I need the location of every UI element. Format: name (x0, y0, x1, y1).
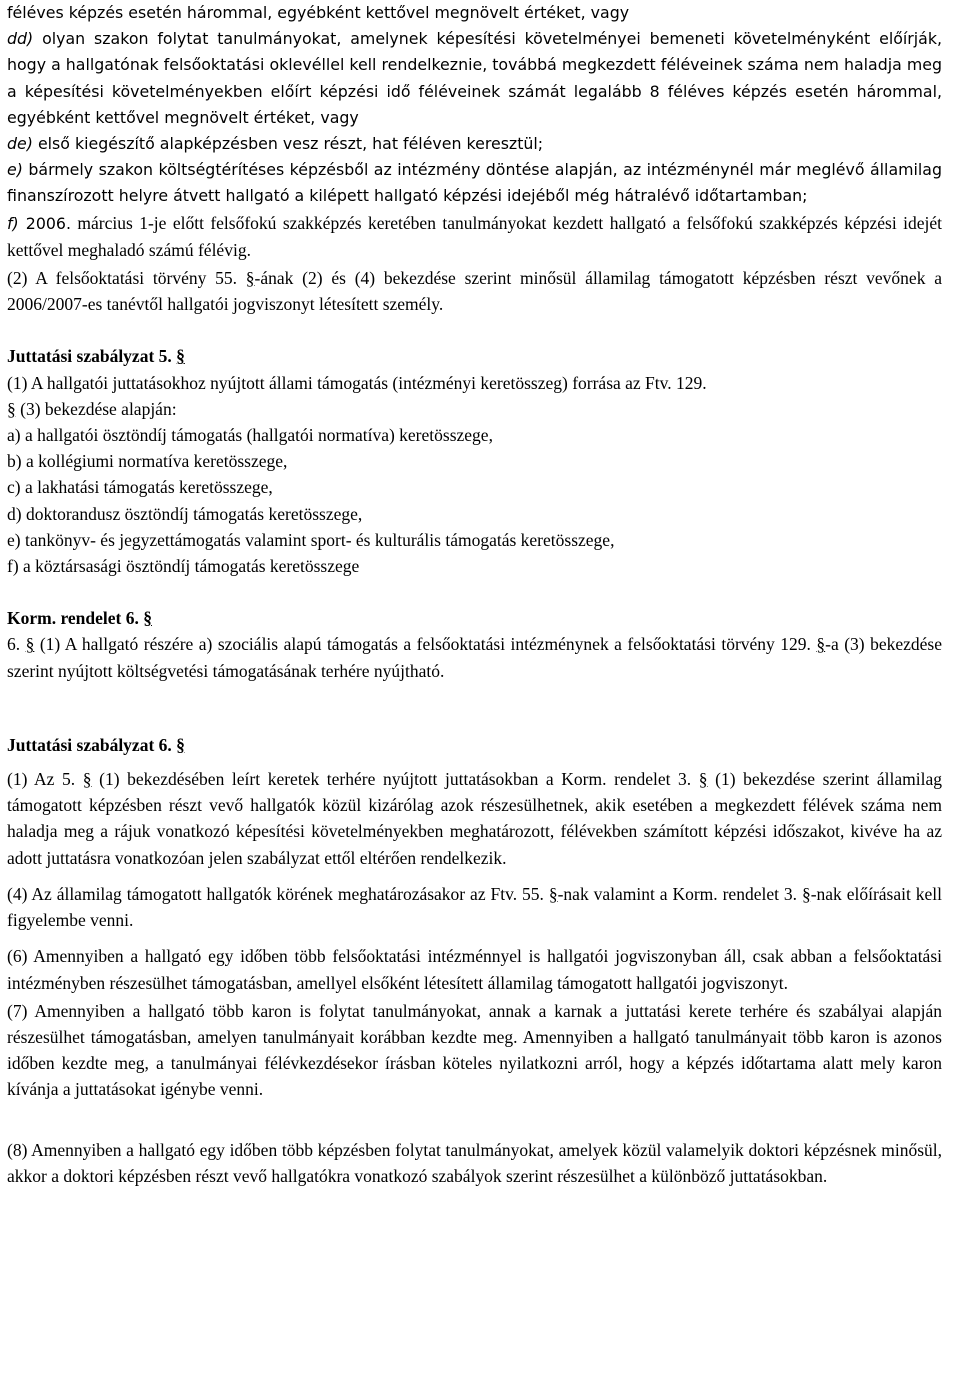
section-sign: § (143, 608, 152, 629)
text: (2) A felsőoktatási törvény 55. (7, 268, 238, 289)
text: (3) bekezdése alapján: (15, 398, 177, 419)
paragraph-6-7: (7) Amennyiben a hallgató több karon is folytat tanulmányokat, annak a karnak a juttatási kerete terhére és szabályai alapján részesülhet támogatásban, amelyen tanulmányait korábban kezdte meg. Amennyiben a hallgató tanulmányait több karon is azonos időben kezdte meg, a tanulmányai félévkezdésekor írásban köteles nyilatkozni arról, hogy a képzés időtartama alatt mely karon kívánja a juttatásokat igénybe venni. (7, 1000, 942, 1100)
paragraph-2 (7, 265, 942, 317)
text: (4) Az államilag támogatott hallgatók körének meghatározásakor az Ftv. 55. (7, 883, 544, 904)
section-sign: § (245, 268, 255, 289)
text: -nak valamint a Korm. rendelet 3. (557, 883, 797, 904)
item-text: olyan szakon folytat tanulmányokat, amelynek képesítési követelményei bemeneti követelményként előírják, hogy a hallgatónak felsőoktatási oklevéllel kell rendelkeznie, továbbá megkezdett féléveinek száma nem haladja meg a képesítési követelményekben előírt képzési idő féléveinek számát legalább 8 féléves képzés esetén hárommal, egyébként kettővel megnövelt értéket, vagy (7, 29, 942, 127)
heading-juttatasi-6 (7, 732, 942, 758)
paragraph-de (7, 131, 942, 157)
list-item: f) a köztársasági ösztöndíj támogatás keretösszege (7, 556, 360, 577)
list-item: c) a lakhatási támogatás keretösszege, (7, 477, 273, 498)
section-sign: § (176, 734, 185, 755)
paragraph-6-1 (7, 766, 942, 871)
paragraph-dd (7, 26, 942, 131)
paragraph-e (7, 157, 942, 209)
item-label: e) (7, 160, 23, 180)
section-sign: § (25, 634, 35, 655)
text: (1) bekezdésében leírt keretek terhére nyújtott juttatásokban a Korm. rendelet 3. (91, 769, 692, 790)
text: (1) Az 5. (7, 769, 76, 790)
paragraph-5-1 (7, 370, 942, 422)
section-sign: § (801, 883, 811, 904)
text: (1) bekezdése szerint államilag támogatott képzésben részt vevő hallgatók közül kizárólag azok részesülhetnek, akik esetében a megkezdett félévek száma nem haladja meg a rájuk vonatkozó képesítési követelményekben meghatározott, félévekben számított képzési időszakot, kivéve ha az adott juttatásra vonatkozóan jelen szabályzat ettől eltérően rendelkezik. (7, 769, 943, 868)
list-item: e) tankönyv- és jegyzettámogatás valamint sport- és kulturális támogatás keretösszege, (7, 529, 615, 550)
item-text: március 1-je előtt felsőfokú szakképzés keretében tanulmányokat kezdett hallgató a felsőfokú szakképzés képzési idejét kettővel meghaladó számú félévig. (7, 212, 942, 260)
item-label: f) (7, 213, 19, 233)
section-sign: § (548, 883, 558, 904)
heading-text: Korm. rendelet 6. (7, 608, 139, 629)
section-sign: § (82, 769, 92, 790)
paragraph-korm-6-1 (7, 631, 942, 683)
list-item: d) doktorandusz ösztöndíj támogatás keretösszege, (7, 503, 363, 524)
text: -nak előírásait kell figyelembe venni. (7, 883, 943, 931)
list-item: a) a hallgatói ösztöndíj támogatás (hallgatói normatíva) keretösszege, (7, 425, 493, 446)
text: (1) A hallgató részére a) szociális alapú támogatás a felsőoktatási intézménynek a felsőoktatási törvény 129. (34, 634, 811, 655)
item-label: dd) (7, 29, 34, 49)
paragraph-f (7, 210, 942, 263)
heading-juttatasi-5 (7, 343, 942, 369)
section-sign: § (176, 346, 185, 367)
paragraph-6-6: (6) Amennyiben a hallgató egy időben több felsőoktatási intézménnyel is hallgatói jogviszonyban áll, csak abban a felsőoktatási intézményben részesülhet támogatásban, amellyel elsőként létesített államilag támogatott hallgatói jogviszonyt. (7, 946, 942, 993)
section-sign: § (698, 769, 708, 790)
text: -a (3) bekezdése szerint nyújtott költségvetési támogatásának terhére nyújtható. (7, 634, 943, 681)
text: 6. (7, 634, 21, 655)
section-sign: § (7, 398, 16, 419)
list-item: b) a kollégiumi normatíva keretösszege, (7, 451, 288, 472)
paragraph-6-4 (7, 881, 942, 933)
item-text: bármely szakon költségtérítéses képzésből az intézmény döntése alapján, az intézménynél már meglévő államilag finanszírozott helyre átvett hallgató a kilépett hallgató képzési idejéből még hátralévő időtartamban; (7, 160, 942, 206)
section-sign: § (816, 634, 826, 655)
heading-korm-6 (7, 605, 942, 631)
heading-text: Juttatási szabályzat 6. (7, 734, 172, 755)
paragraph-6-8: (8) Amennyiben a hallgató egy időben több képzésben folytat tanulmányokat, amelyek közül valamelyik doktori képzésnek minősül, akkor a doktori képzésben részt vevő hallgatókra vonatkozó szabályok szerint részesülhet a különböző juttatásokban. (7, 1139, 942, 1186)
item-text: első kiegészítő alapképzésben vesz részt, hat féléven keresztül; (32, 134, 544, 154)
heading-text: Juttatási szabályzat 5. (7, 346, 172, 367)
item-year: 2006. (18, 213, 72, 233)
text: (1) A hallgatói juttatásokhoz nyújtott állami támogatás (intézményi keretösszeg) forrása az Ftv. 129. (7, 372, 707, 393)
text: -ának (2) és (4) bekezdése szerint minősül államilag támogatott képzésben részt vevőnek a 2006/2007-es tanévtől hallgatói jogviszonyt létesített személy. (7, 268, 942, 315)
item-label: de) (7, 134, 33, 154)
paragraph-cd-tail: féléves képzés esetén hárommal, egyébként kettővel megnövelt értéket, vagy (7, 3, 630, 22)
